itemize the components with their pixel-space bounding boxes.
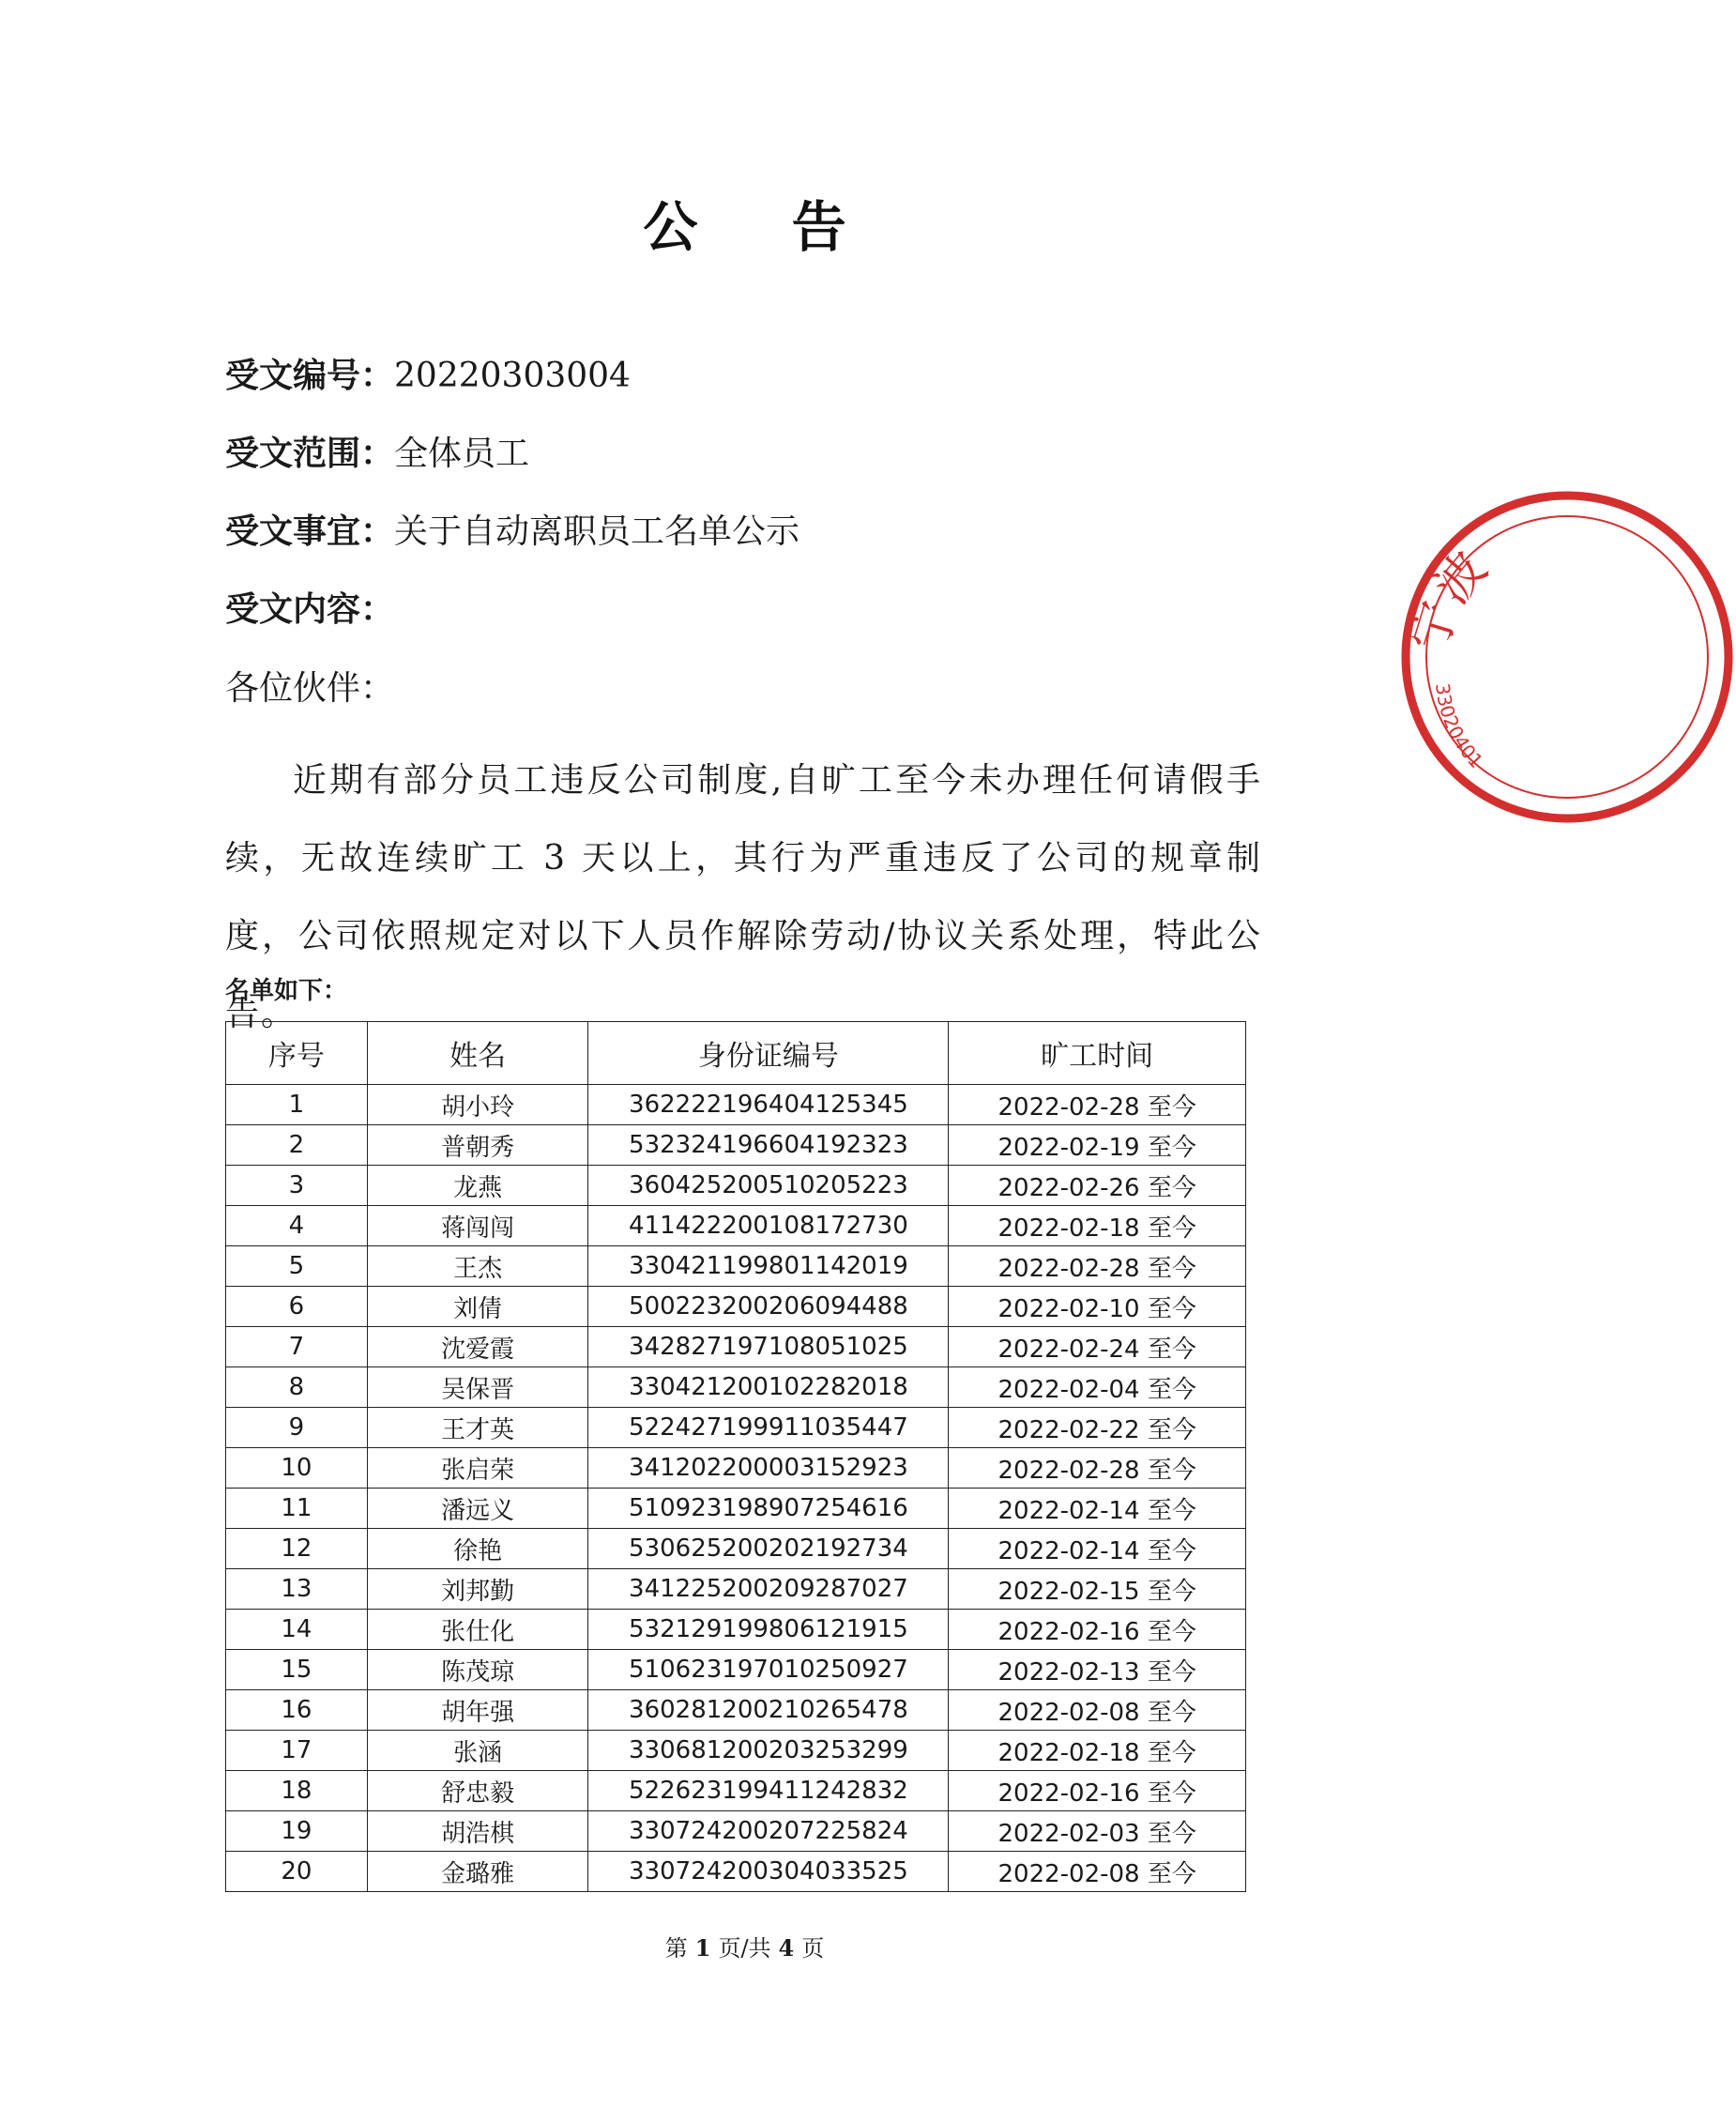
table-row <box>226 1771 1246 1811</box>
header-index: 序号 <box>226 1022 368 1085</box>
seal-text-code: 33020401 <box>1431 681 1488 773</box>
cell-index: 13 <box>226 1569 368 1610</box>
cell-name: 舒忠毅 <box>367 1771 588 1811</box>
cell-absence-time: 2022-02-26 至今 <box>949 1166 1246 1206</box>
meta-value: 关于自动离职员工名单公示 <box>394 512 800 551</box>
cell-id-number: 411422200108172730 <box>588 1206 949 1246</box>
cell-index: 8 <box>226 1367 368 1408</box>
cell-index: 14 <box>226 1610 368 1650</box>
meta-value: 20220303004 <box>394 357 631 395</box>
cell-id-number: 522623199411242832 <box>588 1771 949 1811</box>
body-paragraph: 近期有部分员工违反公司制度,自旷工至今未办理任何请假手续，无故连续旷工 3 天以上，其行为严重违反了公司的规章制度，公司依照规定对以下人员作解除劳动/协议关系处理，特此公告。 <box>225 761 1262 1033</box>
table-row <box>226 1610 1246 1650</box>
cell-id-number: 530625200202192734 <box>588 1529 949 1569</box>
cell-absence-time: 2022-02-22 至今 <box>949 1408 1246 1448</box>
cell-absence-time: 2022-02-16 至今 <box>949 1610 1246 1650</box>
cell-name: 张涵 <box>367 1731 588 1771</box>
cell-index: 15 <box>226 1650 368 1690</box>
cell-index: 20 <box>226 1852 368 1892</box>
cell-index: 11 <box>226 1489 368 1529</box>
cell-absence-time: 2022-02-08 至今 <box>949 1852 1246 1892</box>
meta-line <box>225 587 394 633</box>
cell-id-number: 522427199911035447 <box>588 1408 949 1448</box>
cell-name: 胡年强 <box>367 1690 588 1731</box>
cell-id-number: 360425200510205223 <box>588 1166 949 1206</box>
table-row <box>226 1852 1246 1892</box>
cell-name: 蒋闯闯 <box>367 1206 588 1246</box>
meta-label: 受文范围： <box>225 434 395 473</box>
table-row <box>226 1408 1246 1448</box>
cell-id-number: 330681200203253299 <box>588 1731 949 1771</box>
table-row <box>226 1206 1246 1246</box>
cell-absence-time: 2022-02-28 至今 <box>949 1448 1246 1489</box>
cell-index: 1 <box>226 1085 368 1125</box>
cell-name: 王杰 <box>367 1246 588 1287</box>
cell-id-number: 341202200003152923 <box>588 1448 949 1489</box>
footer-suffix: 页 <box>801 1935 825 1962</box>
table-header-row <box>226 1022 1246 1085</box>
cell-index: 4 <box>226 1206 368 1246</box>
cell-id-number: 341225200209287027 <box>588 1569 949 1610</box>
cell-id-number: 510923198907254616 <box>588 1489 949 1529</box>
cell-id-number: 330421200102282018 <box>588 1367 949 1408</box>
meta-value: 全体员工 <box>394 435 530 473</box>
meta-label: 受文内容： <box>225 589 395 629</box>
table-row <box>226 1731 1246 1771</box>
cell-name: 张仕化 <box>367 1610 588 1650</box>
cell-absence-time: 2022-02-14 至今 <box>949 1529 1246 1569</box>
meta-label: 受文编号： <box>225 356 395 395</box>
cell-name: 潘远义 <box>367 1489 588 1529</box>
table-row <box>226 1287 1246 1327</box>
cell-absence-time: 2022-02-18 至今 <box>949 1206 1246 1246</box>
list-title: 名单如下： <box>225 977 348 1005</box>
cell-absence-time: 2022-02-14 至今 <box>949 1489 1246 1529</box>
footer-page-number: 1 <box>694 1934 711 1962</box>
meta-line <box>225 353 631 399</box>
table-row <box>226 1085 1246 1125</box>
header-absence-time: 旷工时间 <box>949 1022 1246 1085</box>
footer-middle: 页/共 <box>718 1935 771 1962</box>
cell-id-number: 500223200206094488 <box>588 1287 949 1327</box>
cell-name: 陈茂琼 <box>367 1650 588 1690</box>
cell-index: 2 <box>226 1125 368 1166</box>
cell-absence-time: 2022-02-08 至今 <box>949 1690 1246 1731</box>
cell-id-number: 362222196404125345 <box>588 1085 949 1125</box>
cell-absence-time: 2022-02-28 至今 <box>949 1085 1246 1125</box>
cell-index: 10 <box>226 1448 368 1489</box>
table-row <box>226 1529 1246 1569</box>
cell-index: 19 <box>226 1811 368 1852</box>
cell-name: 王才英 <box>367 1408 588 1448</box>
header-id-number: 身份证编号 <box>588 1022 949 1085</box>
page-title: 公 告 <box>643 195 884 259</box>
cell-absence-time: 2022-02-19 至今 <box>949 1125 1246 1166</box>
cell-id-number: 330421199801142019 <box>588 1246 949 1287</box>
cell-index: 6 <box>226 1287 368 1327</box>
cell-name: 沈爱霞 <box>367 1327 588 1367</box>
cell-index: 9 <box>226 1408 368 1448</box>
table-row <box>226 1690 1246 1731</box>
cell-absence-time: 2022-02-13 至今 <box>949 1650 1246 1690</box>
footer-prefix: 第 <box>664 1935 688 1962</box>
cell-index: 18 <box>226 1771 368 1811</box>
cell-id-number: 532324196604192323 <box>588 1125 949 1166</box>
greeting: 各位伙伴： <box>225 669 395 708</box>
table-row <box>226 1489 1246 1529</box>
table-row <box>226 1246 1246 1287</box>
cell-id-number: 510623197010250927 <box>588 1650 949 1690</box>
cell-absence-time: 2022-02-16 至今 <box>949 1771 1246 1811</box>
table-row <box>226 1569 1246 1610</box>
seal-text-top: 宁波 <box>1401 541 1499 658</box>
cell-id-number: 330724200207225824 <box>588 1811 949 1852</box>
header-name: 姓名 <box>367 1022 588 1085</box>
meta-line <box>225 509 799 555</box>
cell-name: 张启荣 <box>367 1448 588 1489</box>
table-row <box>226 1448 1246 1489</box>
cell-absence-time: 2022-02-15 至今 <box>949 1569 1246 1610</box>
cell-name: 金璐雅 <box>367 1852 588 1892</box>
cell-id-number: 532129199806121915 <box>588 1610 949 1650</box>
cell-index: 3 <box>226 1166 368 1206</box>
table-row <box>226 1166 1246 1206</box>
cell-absence-time: 2022-02-28 至今 <box>949 1246 1246 1287</box>
cell-absence-time: 2022-02-10 至今 <box>949 1287 1246 1327</box>
cell-name: 刘邦勤 <box>367 1569 588 1610</box>
cell-name: 普朝秀 <box>367 1125 588 1166</box>
cell-name: 吴保晋 <box>367 1367 588 1408</box>
cell-id-number: 342827197108051025 <box>588 1327 949 1367</box>
company-seal-stamp <box>1398 488 1736 826</box>
meta-label: 受文事宜： <box>225 511 395 551</box>
table-row <box>226 1650 1246 1690</box>
table-row <box>226 1367 1246 1408</box>
cell-id-number: 330724200304033525 <box>588 1852 949 1892</box>
cell-name: 徐艳 <box>367 1529 588 1569</box>
cell-name: 龙燕 <box>367 1166 588 1206</box>
table-row <box>226 1811 1246 1852</box>
page-footer <box>0 1930 1489 1962</box>
cell-index: 7 <box>226 1327 368 1367</box>
cell-name: 胡浩棋 <box>367 1811 588 1852</box>
cell-index: 16 <box>226 1690 368 1731</box>
cell-absence-time: 2022-02-18 至今 <box>949 1731 1246 1771</box>
cell-index: 5 <box>226 1246 368 1287</box>
roster-table <box>225 1021 1246 1892</box>
cell-index: 17 <box>226 1731 368 1771</box>
table-row <box>226 1125 1246 1166</box>
cell-name: 刘倩 <box>367 1287 588 1327</box>
cell-index: 12 <box>226 1529 368 1569</box>
table-body <box>226 1085 1246 1892</box>
cell-absence-time: 2022-02-03 至今 <box>949 1811 1246 1852</box>
cell-id-number: 360281200210265478 <box>588 1690 949 1731</box>
cell-absence-time: 2022-02-24 至今 <box>949 1327 1246 1367</box>
footer-total-pages: 4 <box>778 1934 795 1962</box>
cell-name: 胡小玲 <box>367 1085 588 1125</box>
table-row <box>226 1327 1246 1367</box>
meta-line <box>225 431 529 477</box>
cell-absence-time: 2022-02-04 至今 <box>949 1367 1246 1408</box>
